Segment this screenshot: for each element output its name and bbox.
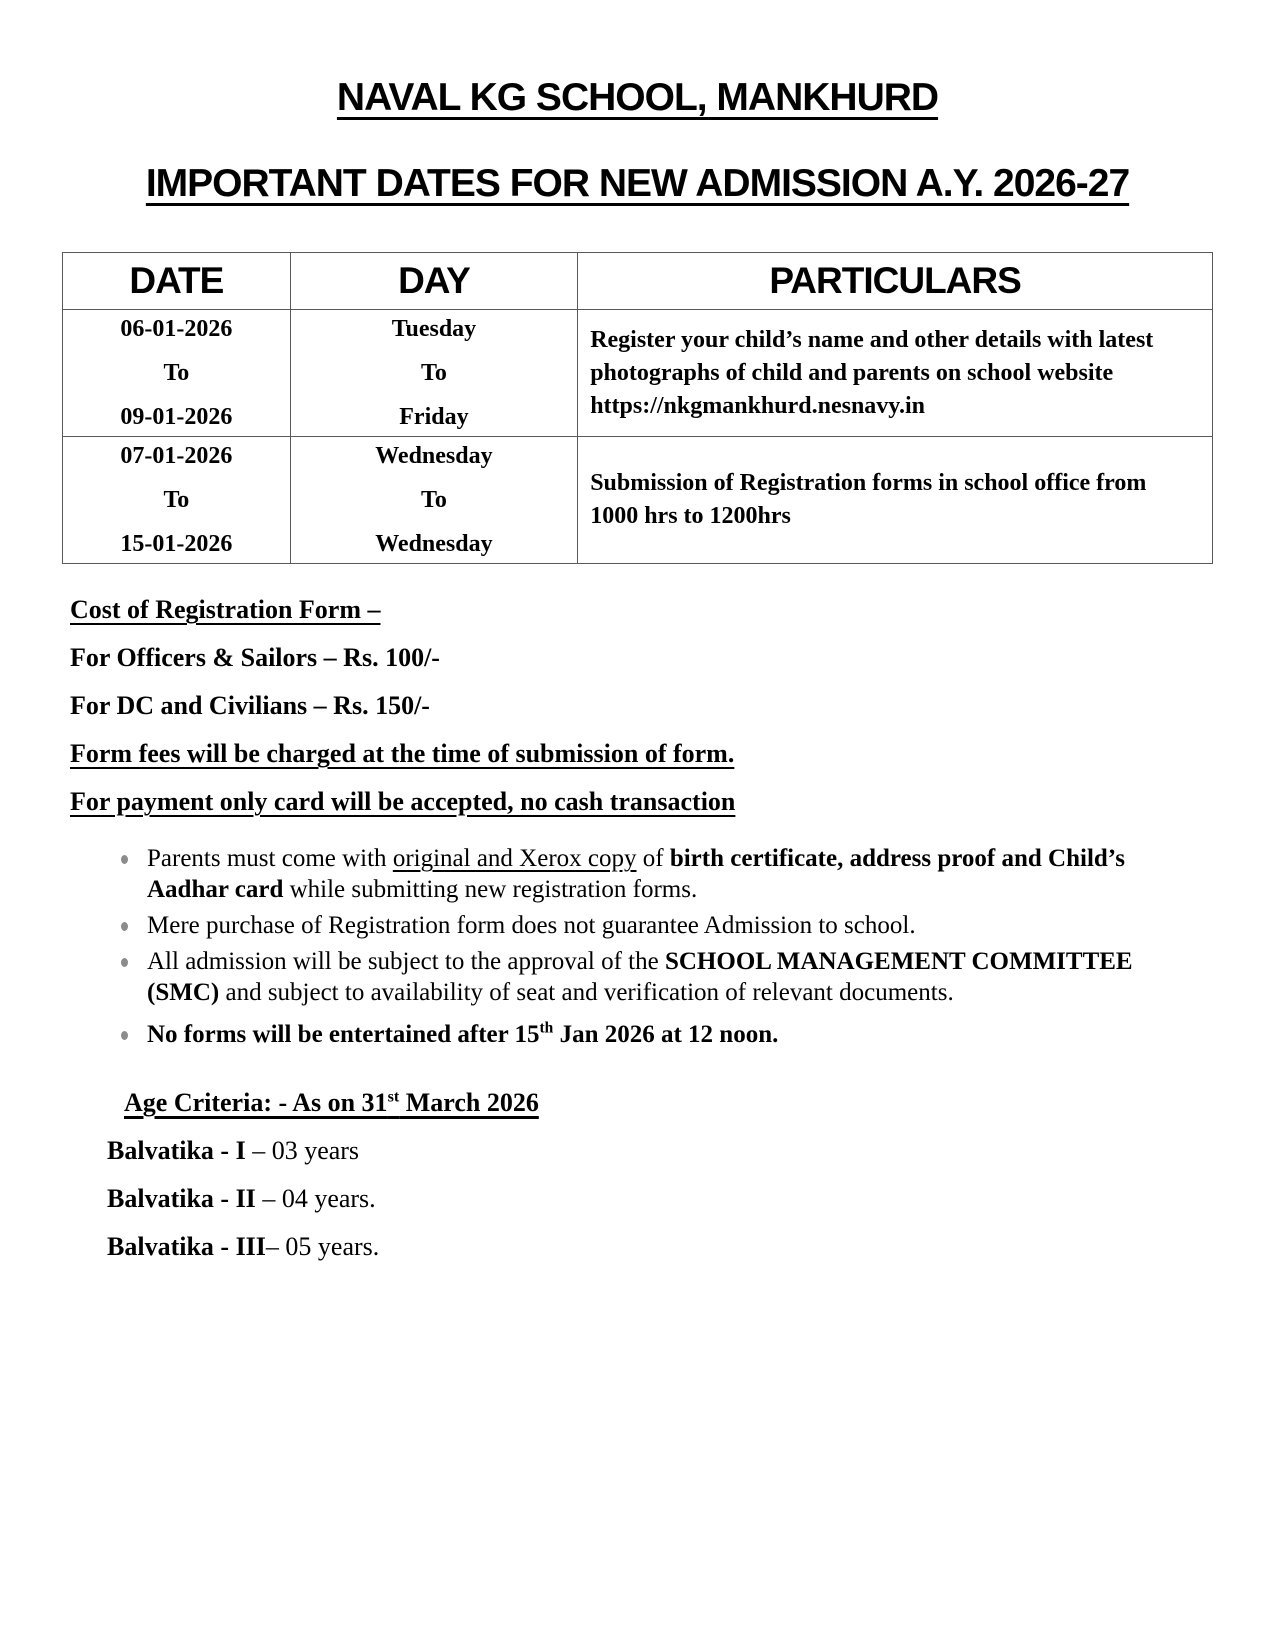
day-line: To (421, 487, 447, 513)
ordinal-superscript: st (387, 1088, 400, 1106)
page-subtitle-text: IMPORTANT DATES FOR NEW ADMISSION A.Y. 2026-27 (145, 162, 1130, 205)
note-text: of (636, 845, 670, 872)
date-line: 07-01-2026 (120, 443, 233, 469)
note-text: Parents must come with (147, 845, 393, 872)
particulars-cell: Submission of Registration forms in school office from 1000 hrs to 1200hrs (578, 437, 1213, 564)
day-line: Wednesday (375, 443, 493, 469)
age-item-balvatika-2 (107, 1183, 1213, 1214)
date-cell (63, 310, 291, 437)
fees-heading (70, 594, 1213, 625)
column-header-day: DAY (290, 253, 578, 310)
form-fees-note (70, 738, 1213, 769)
class-label: Balvatika - III (107, 1232, 266, 1261)
date-line: 15-01-2026 (120, 531, 233, 557)
page-title (62, 76, 1213, 120)
payment-note-text: For payment only card will be accepted, no cash transaction (70, 787, 736, 816)
page-title-text: NAVAL KG SCHOOL, MANKHURD (336, 76, 939, 119)
note-bold-text: SCHOOL MANAGEMENT COMMITTEE (SMC) (147, 948, 1133, 1006)
civilians-fee-line: For DC and Civilians – Rs. 150/- (70, 691, 430, 720)
note-text: and subject to availability of seat and verification of relevant documents. (219, 979, 954, 1006)
note-bold-text: birth certificate, address proof and Child’s Aadhar card (147, 845, 1125, 903)
day-line: Tuesday (391, 316, 477, 342)
table-header-row (63, 253, 1213, 310)
column-header-date: DATE (63, 253, 291, 310)
admission-dates-table (62, 252, 1213, 564)
age-criteria-section (62, 1088, 1213, 1262)
note-text: All admission will be subject to the approval of the (147, 948, 665, 975)
table-row (63, 310, 1213, 437)
ordinal-superscript: th (539, 1019, 554, 1037)
note-documents-required (112, 843, 1182, 905)
age-item-balvatika-1 (107, 1135, 1213, 1166)
day-line: To (421, 360, 447, 386)
day-cell (290, 310, 578, 437)
heading-text: Age Criteria: - As on 31 (124, 1088, 388, 1117)
day-cell (290, 437, 578, 564)
date-line: 06-01-2026 (120, 316, 233, 342)
class-label: Balvatika - I (107, 1136, 246, 1165)
note-smc-approval (112, 946, 1182, 1008)
age-value: – 03 years (245, 1136, 360, 1165)
table-row (63, 437, 1213, 564)
officers-fee-line: For Officers & Sailors – Rs. 100/- (70, 643, 440, 672)
age-value: – 04 years. (255, 1184, 376, 1213)
note-deadline (112, 1019, 1182, 1050)
age-item-balvatika-3 (107, 1231, 1213, 1262)
payment-note (70, 786, 1213, 817)
registration-fees-section (70, 594, 1213, 817)
note-text: No forms will be entertained after 15 (147, 1021, 540, 1048)
admission-notes-list (112, 843, 1182, 1050)
note-underlined-text: original and Xerox copy (392, 845, 637, 872)
note-text: while submitting new registration forms. (283, 876, 698, 903)
page-subtitle (62, 162, 1213, 206)
day-line: Friday (399, 404, 469, 430)
date-line: 09-01-2026 (120, 404, 233, 430)
age-criteria-heading (124, 1088, 1213, 1118)
date-line: To (163, 487, 190, 513)
date-line: To (163, 360, 190, 386)
fees-heading-text: Cost of Registration Form – (70, 595, 381, 624)
day-line: Wednesday (375, 531, 493, 557)
age-value: – 05 years. (265, 1232, 380, 1261)
particulars-cell: Register your child’s name and other details with latest photographs of child and parents on school website https://nkgmankhurd.nesnavy.in (578, 310, 1213, 437)
note-no-guarantee: Mere purchase of Registration form does not guarantee Admission to school. (112, 910, 1182, 941)
age-criteria-heading-text (124, 1088, 539, 1117)
heading-text: March 2026 (399, 1088, 539, 1117)
column-header-particulars: PARTICULARS (578, 253, 1213, 310)
class-label: Balvatika - II (107, 1184, 256, 1213)
date-cell (63, 437, 291, 564)
note-text: Jan 2026 at 12 noon. (553, 1021, 779, 1048)
form-fees-note-text: Form fees will be charged at the time of submission of form. (70, 739, 735, 768)
